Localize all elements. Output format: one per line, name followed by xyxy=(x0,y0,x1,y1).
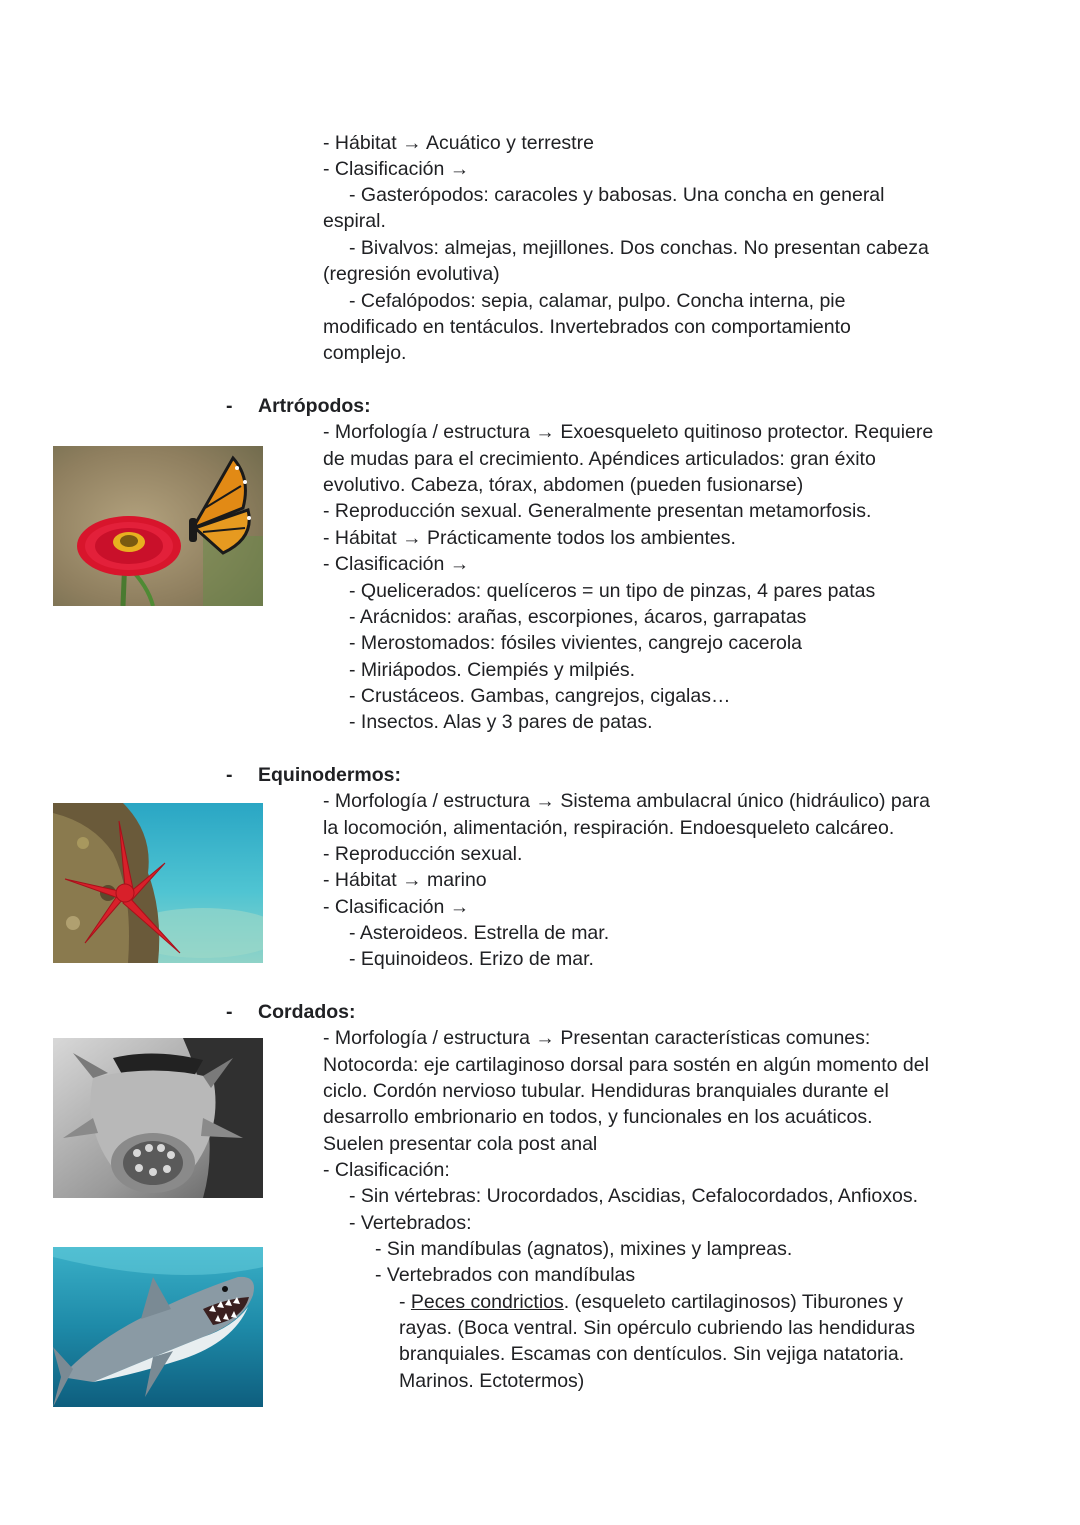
artropodos-morfologia-line3: evolutivo. Cabeza, tórax, abdomen (pueden fusionarse) xyxy=(323,474,804,496)
equinodermos-reproduccion: - Reproducción sexual. xyxy=(323,843,523,865)
artropodos-reproduccion: - Reproducción sexual. Generalmente presentan metamorfosis. xyxy=(323,500,872,522)
shark-illustration xyxy=(53,1247,263,1407)
cordados-peces-line2: rayas. (Boca ventral. Sin opérculo cubriendo las hendiduras xyxy=(399,1317,915,1339)
peces-dash: - xyxy=(399,1291,411,1313)
cordados-peces-line4: Marinos. Ectotermos) xyxy=(399,1370,585,1392)
cordados-sin-vertebras: - Sin vértebras: Urocordados, Ascidias, Cefalocordados, Anfioxos. xyxy=(349,1185,919,1207)
lamprey-mouth-bw-image xyxy=(53,1038,263,1198)
equinodermos-item: - Asteroideos. Estrella de mar. xyxy=(349,922,610,944)
artropodos-bullet: - xyxy=(226,395,233,417)
butterfly-illustration xyxy=(53,446,263,606)
equinodermos-item: - Equinoideos. Erizo de mar. xyxy=(349,948,594,970)
peces-condrictios-term: Peces condrictios xyxy=(410,1291,564,1313)
artropodos-item: - Insectos. Alas y 3 pares de patas. xyxy=(349,711,653,733)
starfish-illustration xyxy=(53,803,263,963)
cordados-morfologia-line5: Suelen presentar cola post anal xyxy=(323,1133,598,1155)
cordados-bullet: - xyxy=(226,1001,233,1023)
moluscos-cefalopodos-line1: - Cefalópodos: sepia, calamar, pulpo. Concha interna, pie xyxy=(349,290,846,312)
equinodermos-heading: Equinodermos: xyxy=(258,764,402,786)
cordados-morfologia-line1: - Morfología / estructura → Presentan características comunes: xyxy=(323,1027,871,1049)
artropodos-item: - Miriápodos. Ciempiés y milpiés. xyxy=(349,659,636,681)
artropodos-morfologia-line2: de mudas para el crecimiento. Apéndices articulados: gran éxito xyxy=(323,448,876,470)
butterfly-on-flower-image xyxy=(53,446,263,606)
cordados-vertebrados: - Vertebrados: xyxy=(349,1212,472,1234)
cordados-heading: Cordados: xyxy=(258,1001,356,1023)
cordados-morfologia-line3: ciclo. Cordón nervioso tubular. Hendiduras branquiales durante el xyxy=(323,1080,889,1102)
artropodos-morfologia-line1: - Morfología / estructura → Exoesqueleto quitinoso protector. Requiere xyxy=(323,421,934,443)
artropodos-item: - Arácnidos: arañas, escorpiones, ácaros, garrapatas xyxy=(349,606,807,628)
cordados-agnatos: - Sin mandíbulas (agnatos), mixines y lampreas. xyxy=(375,1238,793,1260)
moluscos-cefalopodos-line2: modificado en tentáculos. Invertebrados con comportamiento xyxy=(323,316,851,338)
moluscos-bivalvos-line2: (regresión evolutiva) xyxy=(323,263,500,285)
moluscos-clasificacion: - Clasificación → xyxy=(323,158,470,180)
equinodermos-habitat: - Hábitat → marino xyxy=(323,869,487,891)
cordados-morfologia-line2: Notocorda: eje cartilaginoso dorsal para sostén en algún momento del xyxy=(323,1054,929,1076)
cordados-con-mandibulas: - Vertebrados con mandíbulas xyxy=(375,1264,636,1286)
artropodos-item: - Quelicerados: quelíceros = un tipo de pinzas, 4 pares patas xyxy=(349,580,876,602)
equinodermos-clasificacion: - Clasificación → xyxy=(323,896,470,918)
equinodermos-morfologia-line1: - Morfología / estructura → Sistema ambulacral único (hidráulico) para xyxy=(323,790,930,812)
cordados-peces-line1 xyxy=(399,1289,903,1315)
shark-underwater-image xyxy=(53,1247,263,1407)
cordados-clasificacion: - Clasificación: xyxy=(323,1159,450,1181)
artropodos-habitat: - Hábitat → Prácticamente todos los ambientes. xyxy=(323,527,736,549)
moluscos-gasteropodos-line1: - Gasterópodos: caracoles y babosas. Una concha en general xyxy=(349,184,885,206)
artropodos-item: - Merostomados: fósiles vivientes, cangrejo cacerola xyxy=(349,632,803,654)
lamprey-illustration xyxy=(53,1038,263,1198)
moluscos-cefalopodos-line3: complejo. xyxy=(323,342,407,364)
red-starfish-on-rock-image xyxy=(53,803,263,963)
cordados-peces-line3: branquiales. Escamas con dentículos. Sin vejiga natatoria. xyxy=(399,1343,905,1365)
equinodermos-bullet: - xyxy=(226,764,233,786)
moluscos-habitat: - Hábitat → Acuático y terrestre xyxy=(323,132,594,154)
artropodos-clasificacion: - Clasificación → xyxy=(323,553,470,575)
cordados-morfologia-line4: desarrollo embrionario en todos, y funcionales en los acuáticos. xyxy=(323,1106,873,1128)
equinodermos-morfologia-line2: la locomoción, alimentación, respiración. Endoesqueleto calcáreo. xyxy=(323,817,895,839)
artropodos-heading: Artrópodos: xyxy=(258,395,371,417)
moluscos-gasteropodos-line2: espiral. xyxy=(323,210,386,232)
artropodos-item: - Crustáceos. Gambas, cangrejos, cigalas… xyxy=(349,685,731,707)
moluscos-bivalvos-line1: - Bivalvos: almejas, mejillones. Dos conchas. No presentan cabeza xyxy=(349,237,929,259)
peces-line1-rest: . (esqueleto cartilaginosos) Tiburones y xyxy=(563,1291,904,1313)
